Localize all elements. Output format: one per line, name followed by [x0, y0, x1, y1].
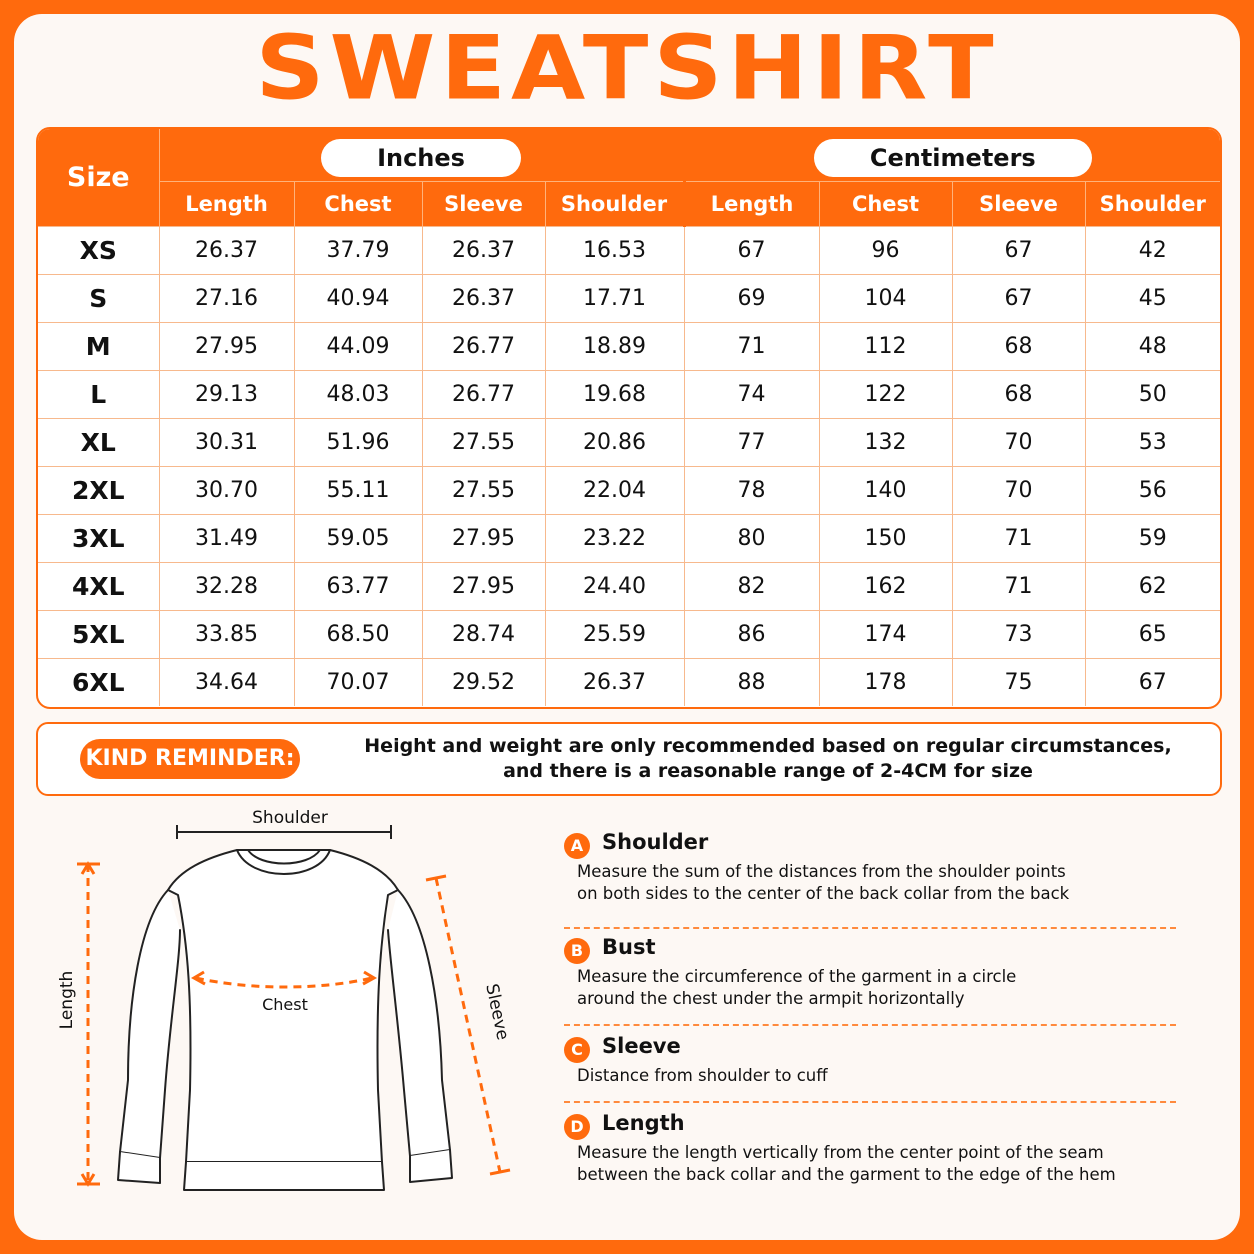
table-row — [38, 419, 1220, 467]
table-cell: 104 — [819, 275, 952, 323]
legend-desc-line: Measure the length vertically from the center point of the seam — [577, 1143, 1104, 1162]
table-cell: 48 — [1085, 323, 1220, 371]
sweatshirt-outline-icon — [118, 850, 452, 1190]
table-cell: 26.37 — [545, 659, 684, 707]
size-cell: 2XL — [38, 467, 159, 515]
column-header-row — [38, 182, 1220, 227]
table-cell: 67 — [952, 227, 1085, 275]
table-cell: 24.40 — [545, 563, 684, 611]
table-cell: 25.59 — [545, 611, 684, 659]
table-cell: 48.03 — [294, 371, 422, 419]
table-cell: 26.37 — [159, 227, 294, 275]
legend-title-length: Length — [602, 1111, 685, 1135]
table-cell: 70 — [952, 467, 1085, 515]
table-cell: 140 — [819, 467, 952, 515]
legend-title-shoulder: Shoulder — [602, 830, 709, 854]
table-cell: 27.55 — [422, 419, 545, 467]
table-cell: 37.79 — [294, 227, 422, 275]
table-cell: 29.13 — [159, 371, 294, 419]
table-cell: 50 — [1085, 371, 1220, 419]
table-cell: 69 — [684, 275, 819, 323]
size-cell: 6XL — [38, 659, 159, 707]
table-cell: 132 — [819, 419, 952, 467]
size-column-header: Size — [38, 129, 159, 227]
table-cell: 53 — [1085, 419, 1220, 467]
table-cell: 75 — [952, 659, 1085, 707]
table-cell: 27.55 — [422, 467, 545, 515]
table-cell: 122 — [819, 371, 952, 419]
length-label: Length — [57, 970, 77, 1030]
legend-desc-line: Measure the sum of the distances from the shoulder points — [577, 862, 1066, 881]
legend-title-sleeve: Sleeve — [602, 1034, 681, 1058]
table-cell: 27.95 — [422, 563, 545, 611]
table-cell: 31.49 — [159, 515, 294, 563]
sweatshirt-diagram — [0, 800, 560, 1220]
table-cell: 27.16 — [159, 275, 294, 323]
kind-reminder-badge: KIND REMINDER: — [80, 739, 300, 779]
legend-desc-bust — [577, 966, 1167, 1010]
size-cell: M — [38, 323, 159, 371]
table-cell: 16.53 — [545, 227, 684, 275]
table-cell: 22.04 — [545, 467, 684, 515]
column-header-shoulder-in: Shoulder — [545, 182, 684, 227]
legend-desc-line: Measure the circumference of the garment in a circle — [577, 967, 1017, 986]
reminder-line-1: Height and weight are only recommended based on regular circumstances, — [364, 735, 1172, 757]
table-cell: 33.85 — [159, 611, 294, 659]
page-title: SWEATSHIRT — [255, 16, 999, 120]
table-cell: 34.64 — [159, 659, 294, 707]
size-cell: L — [38, 371, 159, 419]
column-header-length-in: Length — [159, 182, 294, 227]
table-row — [38, 371, 1220, 419]
table-cell: 26.37 — [422, 227, 545, 275]
table-cell: 30.70 — [159, 467, 294, 515]
legend-badge-b: B — [564, 938, 590, 964]
size-cell: XS — [38, 227, 159, 275]
table-cell: 26.77 — [422, 323, 545, 371]
table-row — [38, 275, 1220, 323]
size-cell: XL — [38, 419, 159, 467]
table-row — [38, 323, 1220, 371]
centimeters-label: Centimeters — [814, 139, 1092, 177]
legend-title-bust: Bust — [602, 935, 656, 959]
table-cell: 40.94 — [294, 275, 422, 323]
legend-badge-c: C — [564, 1037, 590, 1063]
table-row — [38, 227, 1220, 275]
table-cell: 62 — [1085, 563, 1220, 611]
table-cell: 68 — [952, 323, 1085, 371]
kind-reminder-box — [36, 722, 1222, 796]
legend-desc-sleeve — [577, 1065, 1167, 1087]
column-header-length-cm: Length — [684, 182, 819, 227]
table-cell: 45 — [1085, 275, 1220, 323]
size-chart-table — [38, 129, 1220, 706]
table-cell: 71 — [952, 515, 1085, 563]
legend-desc-line: between the back collar and the garment to the edge of the hem — [577, 1165, 1116, 1184]
table-cell: 68.50 — [294, 611, 422, 659]
column-header-shoulder-cm: Shoulder — [1085, 182, 1220, 227]
legend-divider — [564, 1101, 1176, 1103]
table-cell: 29.52 — [422, 659, 545, 707]
table-cell: 80 — [684, 515, 819, 563]
shoulder-label: Shoulder — [252, 808, 328, 828]
table-cell: 30.31 — [159, 419, 294, 467]
table-cell: 17.71 — [545, 275, 684, 323]
table-cell: 32.28 — [159, 563, 294, 611]
chest-label: Chest — [262, 995, 308, 1014]
table-row — [38, 611, 1220, 659]
legend-desc-line: Distance from shoulder to cuff — [577, 1066, 828, 1085]
size-cell: S — [38, 275, 159, 323]
size-chart-table-wrapper — [36, 127, 1222, 709]
table-cell: 70.07 — [294, 659, 422, 707]
table-cell: 59.05 — [294, 515, 422, 563]
size-cell: 3XL — [38, 515, 159, 563]
table-row — [38, 659, 1220, 707]
table-cell: 20.86 — [545, 419, 684, 467]
table-cell: 178 — [819, 659, 952, 707]
legend-desc-shoulder — [577, 861, 1167, 905]
table-cell: 82 — [684, 563, 819, 611]
table-row — [38, 467, 1220, 515]
legend-desc-line: around the chest under the armpit horizontally — [577, 989, 965, 1008]
table-row — [38, 563, 1220, 611]
column-header-sleeve-cm: Sleeve — [952, 182, 1085, 227]
kind-reminder-text — [338, 734, 1198, 784]
table-cell: 150 — [819, 515, 952, 563]
table-cell: 18.89 — [545, 323, 684, 371]
table-cell: 23.22 — [545, 515, 684, 563]
table-cell: 112 — [819, 323, 952, 371]
table-cell: 44.09 — [294, 323, 422, 371]
table-cell: 174 — [819, 611, 952, 659]
table-cell: 86 — [684, 611, 819, 659]
column-header-chest-in: Chest — [294, 182, 422, 227]
column-header-chest-cm: Chest — [819, 182, 952, 227]
table-cell: 42 — [1085, 227, 1220, 275]
sleeve-cap-bottom — [490, 1170, 510, 1174]
table-row — [38, 515, 1220, 563]
table-cell: 55.11 — [294, 467, 422, 515]
table-cell: 27.95 — [159, 323, 294, 371]
legend-divider — [564, 927, 1176, 929]
table-cell: 67 — [1085, 659, 1220, 707]
table-cell: 88 — [684, 659, 819, 707]
table-cell: 70 — [952, 419, 1085, 467]
table-body — [38, 227, 1220, 707]
sleeve-cap-top — [426, 876, 446, 880]
inches-group-header — [159, 129, 684, 182]
column-header-sleeve-in: Sleeve — [422, 182, 545, 227]
table-cell: 51.96 — [294, 419, 422, 467]
table-cell: 27.95 — [422, 515, 545, 563]
table-cell: 19.68 — [545, 371, 684, 419]
sleeve-label: Sleeve — [481, 982, 513, 1042]
table-cell: 78 — [684, 467, 819, 515]
reminder-line-2: and there is a reasonable range of 2-4CM for size — [503, 760, 1033, 782]
table-cell: 68 — [952, 371, 1085, 419]
legend-badge-a: A — [564, 833, 590, 859]
table-cell: 67 — [684, 227, 819, 275]
legend-desc-length — [577, 1142, 1167, 1186]
table-cell: 65 — [1085, 611, 1220, 659]
table-cell: 63.77 — [294, 563, 422, 611]
table-cell: 26.77 — [422, 371, 545, 419]
table-cell: 71 — [684, 323, 819, 371]
table-cell: 59 — [1085, 515, 1220, 563]
table-cell: 56 — [1085, 467, 1220, 515]
table-cell: 67 — [952, 275, 1085, 323]
inches-label: Inches — [321, 139, 521, 177]
table-cell: 162 — [819, 563, 952, 611]
table-cell: 73 — [952, 611, 1085, 659]
size-cell: 4XL — [38, 563, 159, 611]
table-cell: 26.37 — [422, 275, 545, 323]
legend-divider — [564, 1024, 1176, 1026]
table-cell: 77 — [684, 419, 819, 467]
centimeters-group-header — [684, 129, 1220, 182]
table-cell: 71 — [952, 563, 1085, 611]
table-cell: 74 — [684, 371, 819, 419]
size-cell: 5XL — [38, 611, 159, 659]
legend-badge-d: D — [564, 1114, 590, 1140]
legend-desc-line: on both sides to the center of the back collar from the back — [577, 884, 1070, 903]
table-cell: 28.74 — [422, 611, 545, 659]
table-cell: 96 — [819, 227, 952, 275]
